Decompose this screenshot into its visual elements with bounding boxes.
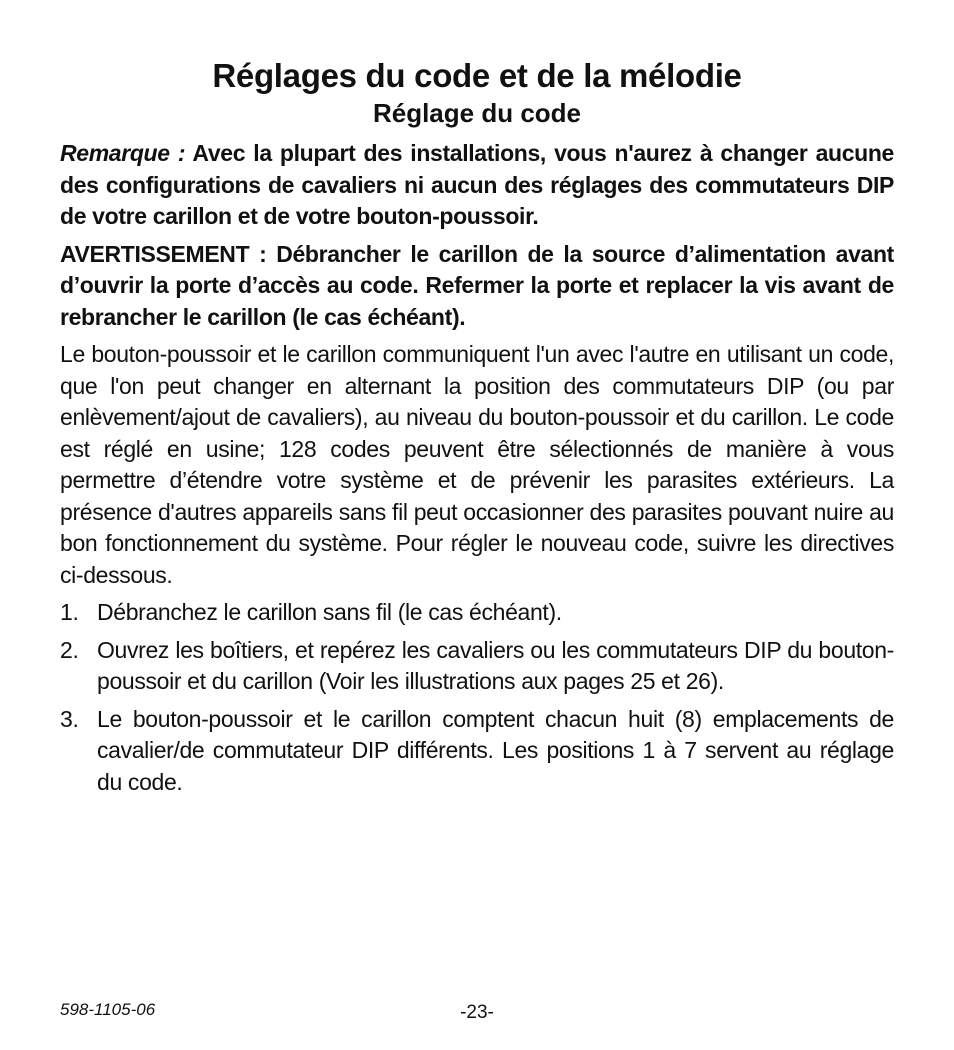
note-text: Avec la plupart des installations, vous n'aurez à changer aucune des configurations de cavaliers ni aucun des réglages des commutateurs DIP de votre carillon et de votre bouton-poussoir. (60, 140, 894, 229)
body-paragraph: Le bouton-poussoir et le carillon communiquent l'un avec l'autre en utilisant un code, que l'on peut changer en alternant la position des commutateurs DIP (ou par enlèvement/ajout de cavaliers), au niveau du bouton-poussoir et du carillon. Le code est réglé en usine; 128 codes peuvent être sélectionnés de manière à vous permettre d’étendre votre système et de prévenir les parasites extérieurs. La présence d'autres appareils sans fil peut occasionner des parasites pouvant nuire au bon fonctionnement du système. Pour régler le nouveau code, suivre les directives ci-dessous. (60, 341, 894, 588)
page-number: -23- (460, 1002, 494, 1023)
step-text: Débranchez le carillon sans fil (le cas échéant). (97, 599, 562, 625)
note-label: Remarque : (60, 140, 186, 166)
list-item (60, 635, 894, 698)
list-item (60, 704, 894, 799)
step-text: Le bouton-poussoir et le carillon comptent chacun huit (8) emplacements de cavalier/de commutateur DIP différents. Les positions 1 à 7 servent au réglage du code. (97, 705, 894, 795)
section-subtitle: Réglage du code (372, 98, 582, 128)
document-page (60, 56, 894, 804)
step-number: 1. (60, 599, 79, 625)
step-number: 3. (60, 705, 79, 732)
page-title: Réglages du code et de la mélodie (212, 57, 742, 94)
step-number: 2. (60, 636, 79, 663)
note-paragraph (60, 138, 894, 233)
list-item (60, 597, 894, 629)
document-code: 598-1105-06 (60, 1000, 156, 1019)
steps-list (60, 597, 894, 798)
step-text: Ouvrez les boîtiers, et repérez les cavaliers ou les commutateurs DIP du bouton-poussoir et du carillon (Voir les illustrations aux pages 25 et 26). (97, 636, 894, 694)
warning-paragraph: AVERTISSEMENT : Débrancher le carillon de la source d’alimentation avant d’ouvrir la porte d’accès au code. Refermer la porte et replacer la vis avant de rebrancher le carillon (le cas échéant). (60, 240, 894, 330)
